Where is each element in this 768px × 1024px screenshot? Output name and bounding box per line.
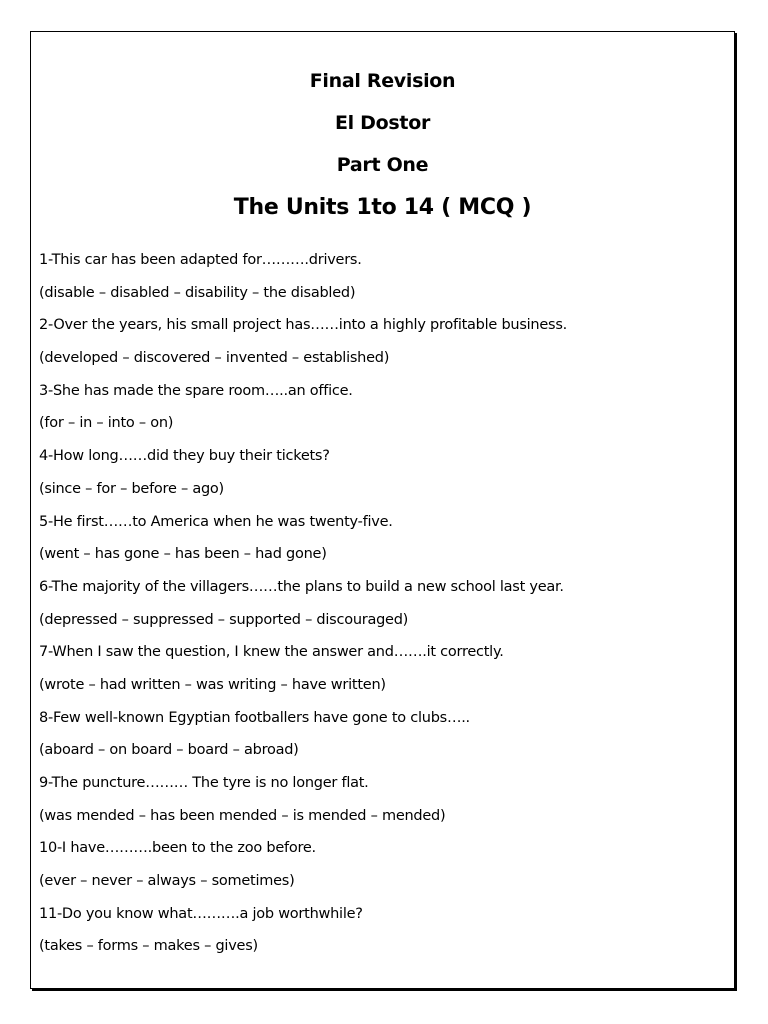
- question-options: (was mended – has been mended – is mended – mended): [39, 807, 446, 824]
- question-stem: 11-Do you know what……….a job worthwhile?: [39, 905, 363, 922]
- question-options: (for – in – into – on): [39, 415, 174, 432]
- question-stem: 4-How long……did they buy their tickets?: [39, 448, 330, 465]
- question-stem: 10-I have……….been to the zoo before.: [39, 840, 316, 857]
- document-part: Part One: [336, 154, 429, 176]
- question-stem: 6-The majority of the villagers……the plans to build a new school last year.: [39, 578, 564, 595]
- question-stem: 5-He first……to America when he was twenty-five.: [39, 513, 393, 530]
- question-stem: 3-She has made the spare room…..an office.: [39, 382, 353, 399]
- question-options: (developed – discovered – invented – established): [39, 350, 390, 367]
- question-options: (depressed – suppressed – supported – discouraged): [39, 611, 409, 628]
- question-stem: 7-When I saw the question, I knew the answer and…….it correctly.: [39, 644, 504, 661]
- question-options: (ever – never – always – sometimes): [39, 873, 295, 890]
- page-border: [30, 31, 735, 989]
- question-options: (aboard – on board – board – abroad): [39, 742, 299, 759]
- document-subtitle: The Units 1to 14 ( MCQ ): [233, 195, 532, 220]
- question-options: (since – for – before – ago): [39, 480, 224, 497]
- question-stem: 1-This car has been adapted for……….drivers.: [39, 252, 362, 268]
- question-options: (disable – disabled – disability – the disabled): [39, 284, 356, 301]
- question-stem: 9-The puncture……… The tyre is no longer flat.: [39, 775, 369, 791]
- question-options: (takes – forms – makes – gives): [39, 938, 258, 955]
- document-author: El Dostor: [334, 112, 431, 134]
- document-header: [31, 60, 734, 232]
- question-stem: 8-Few well-known Egyptian footballers have gone to clubs…..: [39, 709, 470, 726]
- question-stem: 2-Over the years, his small project has……into a highly profitable business.: [39, 317, 568, 334]
- question-options: (wrote – had written – was writing – have written): [39, 676, 386, 693]
- document-title: Final Revision: [309, 70, 456, 92]
- question-list: [39, 244, 726, 963]
- question-options: (went – has gone – has been – had gone): [39, 546, 327, 563]
